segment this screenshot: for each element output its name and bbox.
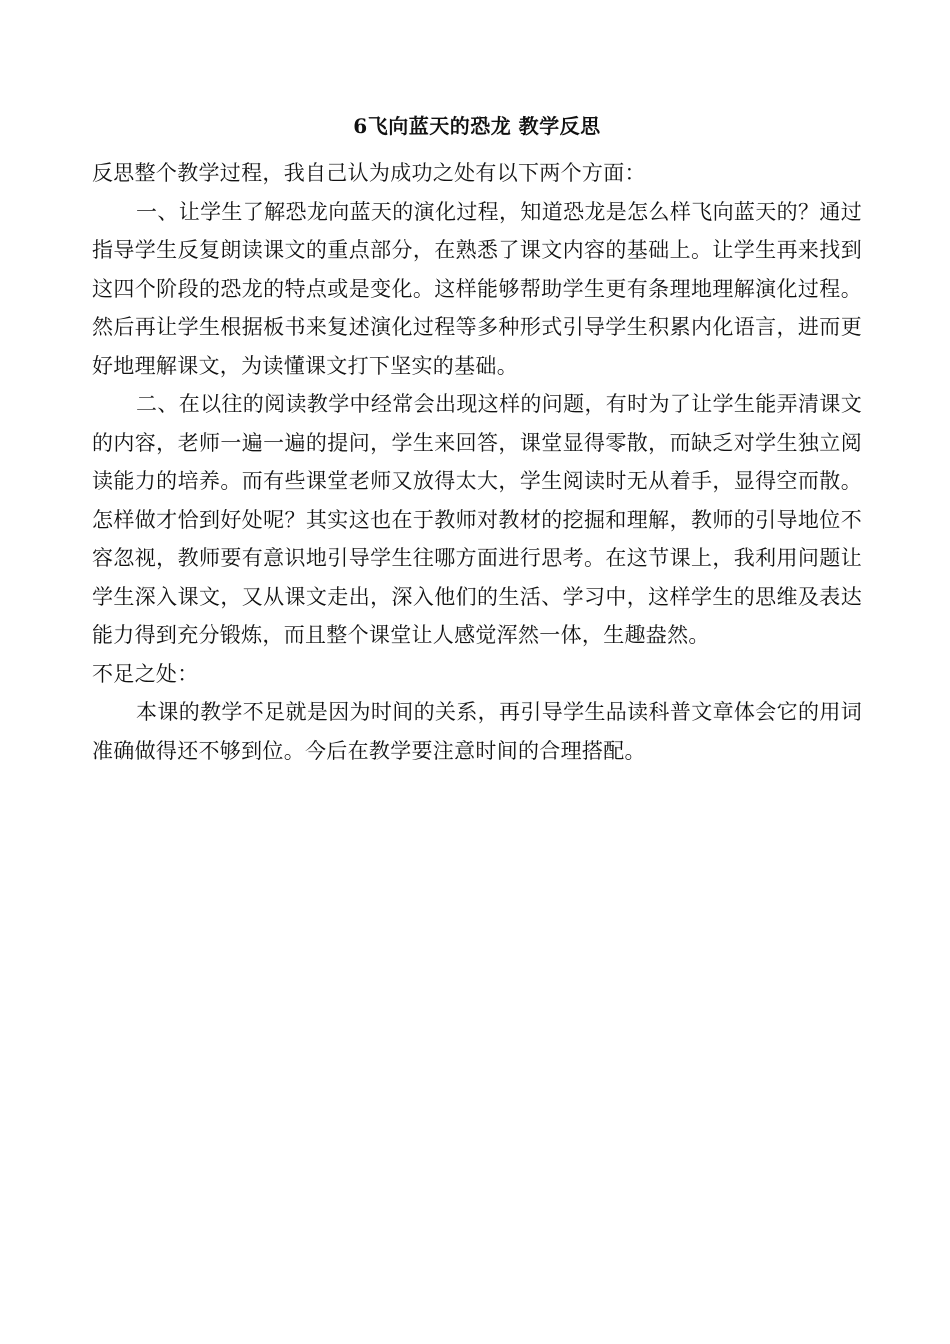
intro-paragraph: 反思整个教学过程，我自己认为成功之处有以下两个方面： [92,161,646,185]
shortcomings-heading: 不足之处： [92,661,199,686]
document-page [92,112,862,770]
shortcomings-paragraph: 本课的教学不足就是因为时间的关系，再引导学生品读科普文章体会它的用词准确做得还不够到位。今后在教学要注意时间的合理搭配。 [92,700,862,763]
paragraph-point-1: 一、让学生了解恐龙向蓝天的演化过程，知道恐龙是怎么样飞向蓝天的？通过指导学生反复朗读课文的重点部分，在熟悉了课文内容的基础上。让学生再来找到这四个阶段的恐龙的特点或是变化。这样能够帮助学生更有条理地理解演化过程。然后再让学生根据板书来复述演化过程等多种形式引导学生积累内化语言，进而更好地理解课文，为读懂课文打下坚实的基础。 [92,199,862,378]
paragraph-point-2: 二、在以往的阅读教学中经常会出现这样的问题，有时为了让学生能弄清课文的内容，老师一遍一遍的提问，学生来回答，课堂显得零散，而缺乏对学生独立阅读能力的培养。而有些课堂老师又放得太大，学生阅读时无从着手，显得空而散。怎样做才恰到好处呢？其实这也在于教师对教材的挖掘和理解，教师的引导地位不容忽视，教师要有意识地引导学生往哪方面进行思考。在这节课上，我利用问题让学生深入课文，又从课文走出，深入他们的生活、学习中，这样学生的思维及表达能力得到充分锻炼，而且整个课堂让人感觉浑然一体，生趣盎然。 [92,392,862,647]
document-title: 6飞向蓝天的恐龙 教学反思 [353,114,601,138]
